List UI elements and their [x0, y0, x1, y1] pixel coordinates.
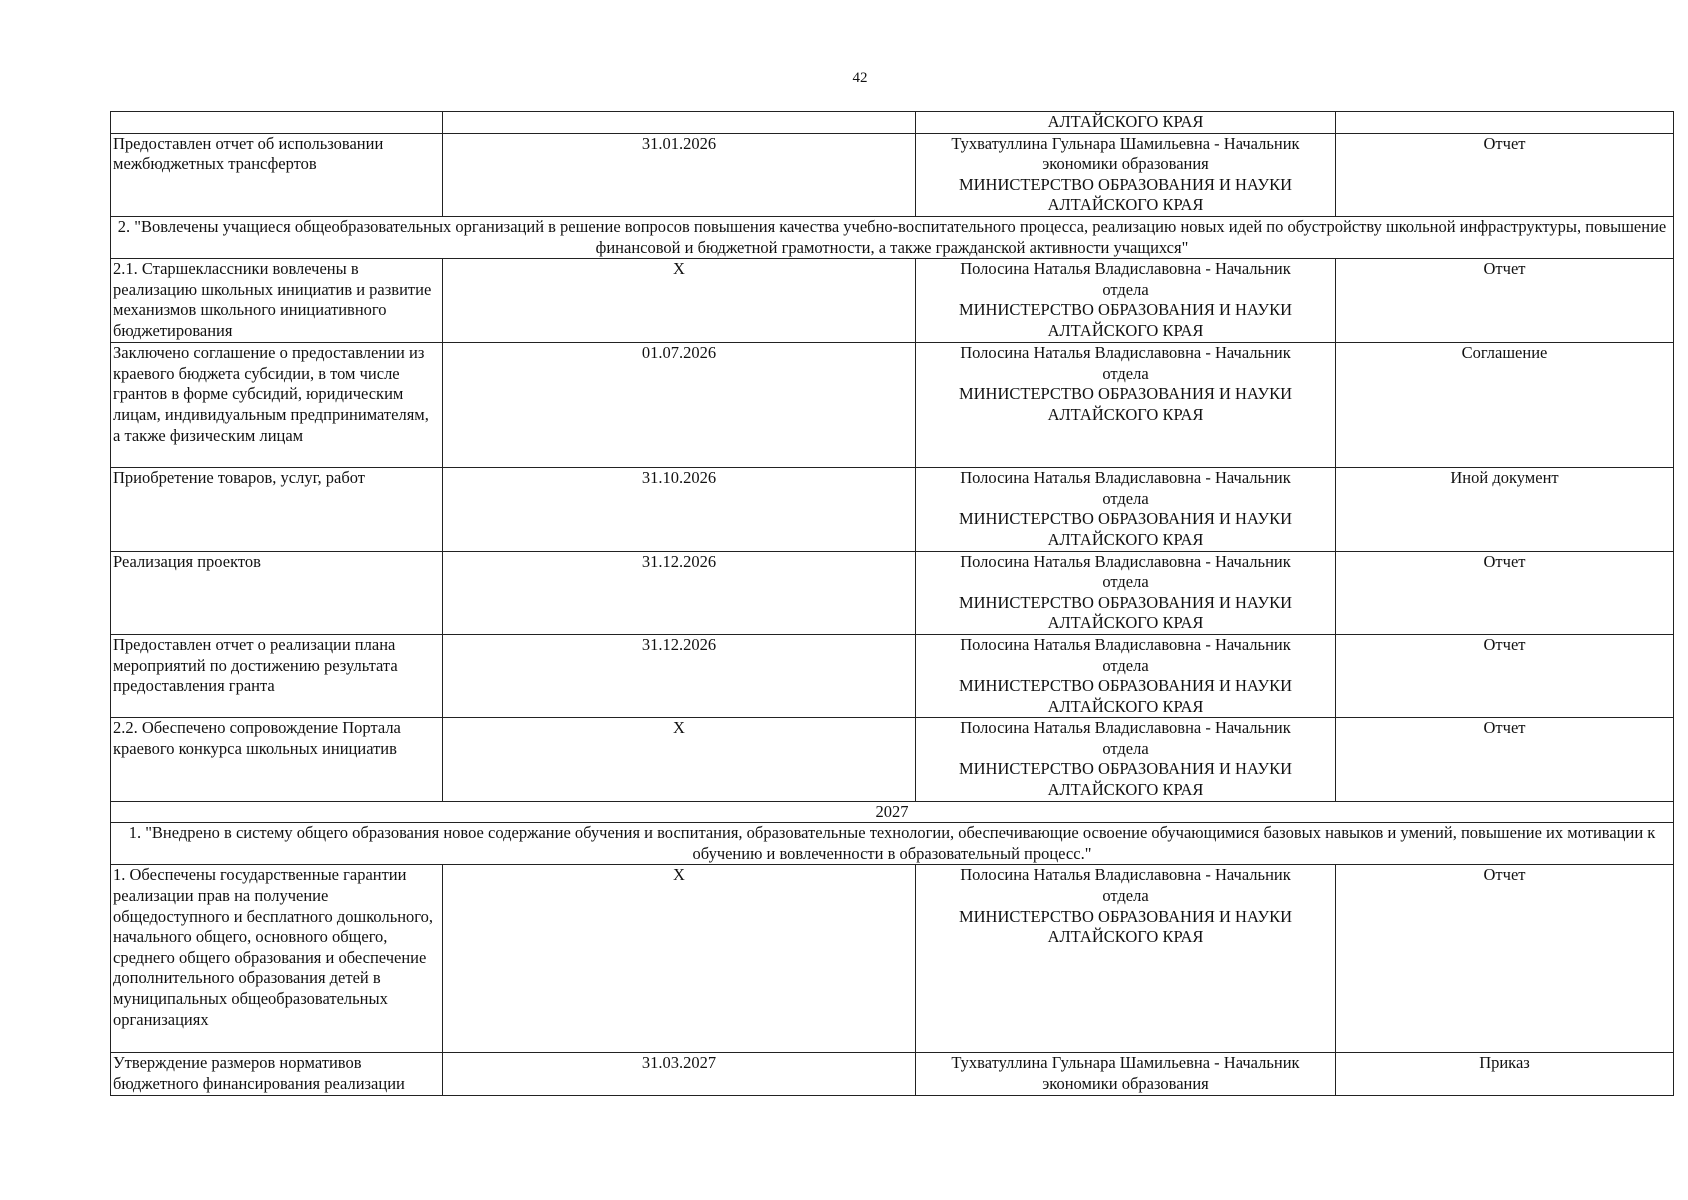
table-row [111, 112, 1674, 134]
document-type-cell: Отчет [1336, 551, 1674, 634]
responsible-position: отдела [1102, 488, 1149, 508]
responsible-cell [916, 259, 1336, 343]
responsible-cell [916, 133, 1336, 216]
result-name-cell: Предоставлен отчет об использовании межбюджетных трансфертов [111, 133, 443, 216]
responsible-ministry: МИНИСТЕРСТВО ОБРАЗОВАНИЯ И НАУКИ [958, 592, 1293, 612]
responsible-person: Тухватуллина Гульнара Шамильевна - Начальник [951, 133, 1300, 153]
deadline-cell: X [443, 259, 916, 343]
responsible-region: АЛТАЙСКОГО КРАЯ [1047, 613, 1204, 633]
responsible-ministry: МИНИСТЕРСТВО ОБРАЗОВАНИЯ И НАУКИ [958, 509, 1293, 529]
responsible-position: отдела [1102, 572, 1149, 592]
responsible-person: Полосина Наталья Владиславовна - Начальник [960, 468, 1291, 488]
responsible-position: отдела [1102, 279, 1149, 299]
deadline-cell: 31.10.2026 [443, 468, 916, 551]
plan-table [110, 111, 1674, 1096]
section-row [111, 216, 1674, 258]
document-type-cell [1336, 112, 1674, 134]
responsible-region: АЛТАЙСКОГО КРАЯ [1047, 404, 1204, 424]
responsible-person: Полосина Наталья Владиславовна - Начальник [960, 634, 1291, 654]
page-number: 42 [852, 70, 868, 86]
responsible-region: АЛТАЙСКОГО КРАЯ [1047, 696, 1204, 716]
responsible-person: Полосина Наталья Владиславовна - Начальник [960, 343, 1291, 363]
table-row [111, 865, 1674, 1053]
deadline-cell: 01.07.2026 [443, 343, 916, 468]
document-type-cell: Отчет [1336, 133, 1674, 216]
deadline-cell: X [443, 865, 916, 1053]
responsible-position: отдела [1102, 655, 1149, 675]
responsible-region: АЛТАЙСКОГО КРАЯ [1047, 195, 1204, 215]
result-name-cell: Утверждение размеров нормативов бюджетного финансирования реализации [111, 1053, 443, 1095]
responsible-position: отдела [1102, 886, 1149, 906]
responsible-ministry: МИНИСТЕРСТВО ОБРАЗОВАНИЯ И НАУКИ [958, 676, 1293, 696]
responsible-region: АЛТАЙСКОГО КРАЯ [1047, 927, 1204, 947]
responsible-position: экономики образования [1042, 154, 1209, 174]
responsible-region: АЛТАЙСКОГО КРАЯ [1047, 529, 1204, 549]
section-heading: 2. "Вовлечены учащиеся общеобразовательных организаций в решение вопросов повышения качества учебно-воспитательного процесса, реализацию новых идей по обустройству школьной инфраструктуры, повышение финансовой и бюджетной грамотности, а также гражданской активности учащихся" [111, 216, 1674, 258]
responsible-position: отдела [1102, 738, 1149, 758]
deadline-cell: 31.01.2026 [443, 133, 916, 216]
responsible-cell [916, 634, 1336, 717]
document-type-cell: Отчет [1336, 259, 1674, 343]
year-row [111, 801, 1674, 823]
table-row [111, 718, 1674, 801]
table-row [111, 1053, 1674, 1095]
deadline-cell: X [443, 718, 916, 801]
responsible-cell [916, 551, 1336, 634]
document-type-cell: Приказ [1336, 1053, 1674, 1095]
document-type-cell: Иной документ [1336, 468, 1674, 551]
result-name-cell: 2.2. Обеспечено сопровождение Портала краевого конкурса школьных инициатив [111, 718, 443, 801]
result-name-cell: 1. Обеспечены государственные гарантии реализации прав на получение общедоступного и бесплатного дошкольного, начального общего, основного общего, среднего общего образования и обеспечение дополнительного образования детей в муниципальных общеобразовательных организациях [111, 865, 443, 1053]
result-name-cell: Приобретение товаров, услуг, работ [111, 468, 443, 551]
table-row [111, 551, 1674, 634]
responsible-cell [916, 468, 1336, 551]
responsible-region: АЛТАЙСКОГО КРАЯ [1047, 780, 1204, 800]
document-type-cell: Отчет [1336, 718, 1674, 801]
table-row [111, 634, 1674, 717]
responsible-cell [916, 718, 1336, 801]
table-row [111, 468, 1674, 551]
responsible-person: Полосина Наталья Владиславовна - Начальник [960, 865, 1291, 885]
responsible-ministry: МИНИСТЕРСТВО ОБРАЗОВАНИЯ И НАУКИ [958, 300, 1293, 320]
result-name-cell: Заключено соглашение о предоставлении из краевого бюджета субсидии, в том числе грантов в форме субсидий, юридическим лицам, индивидуальным предпринимателям, а также физическим лицам [111, 343, 443, 468]
responsible-ministry: МИНИСТЕРСТВО ОБРАЗОВАНИЯ И НАУКИ [958, 174, 1293, 194]
section-heading: 1. "Внедрено в систему общего образования новое содержание обучения и воспитания, образовательные технологии, обеспечивающие освоение обучающимися базовых навыков и умений, повышение их мотивации к обучению и вовлеченности в образовательный процесс." [111, 823, 1674, 865]
result-name-cell: Реализация проектов [111, 551, 443, 634]
responsible-cell [916, 865, 1336, 1053]
result-name-cell: Предоставлен отчет о реализации плана мероприятий по достижению результата предоставления гранта [111, 634, 443, 717]
year-heading: 2027 [111, 801, 1674, 823]
responsible-cell [916, 1053, 1336, 1095]
responsible-ministry: МИНИСТЕРСТВО ОБРАЗОВАНИЯ И НАУКИ [958, 906, 1293, 926]
responsible-person: Тухватуллина Гульнара Шамильевна - Начальник [951, 1053, 1300, 1073]
responsible-ministry: МИНИСТЕРСТВО ОБРАЗОВАНИЯ И НАУКИ [958, 759, 1293, 779]
responsible-region: АЛТАЙСКОГО КРАЯ [1047, 320, 1204, 340]
result-name-cell [111, 112, 443, 134]
table-row [111, 343, 1674, 468]
table-row [111, 259, 1674, 343]
table-row [111, 133, 1674, 216]
document-type-cell: Отчет [1336, 865, 1674, 1053]
responsible-cell [916, 343, 1336, 468]
responsible-position: отдела [1102, 363, 1149, 383]
responsible-person: Полосина Наталья Владиславовна - Начальник [960, 718, 1291, 738]
responsible-cell: АЛТАЙСКОГО КРАЯ [916, 112, 1336, 134]
responsible-person: Полосина Наталья Владиславовна - Начальник [960, 551, 1291, 571]
deadline-cell [443, 112, 916, 134]
deadline-cell: 31.12.2026 [443, 551, 916, 634]
result-name-cell: 2.1. Старшеклассники вовлечены в реализацию школьных инициатив и развитие механизмов школьного инициативного бюджетирования [111, 259, 443, 343]
document-type-cell: Соглашение [1336, 343, 1674, 468]
responsible-person: Полосина Наталья Владиславовна - Начальник [960, 259, 1291, 279]
responsible-position: экономики образования [1042, 1074, 1209, 1094]
deadline-cell: 31.12.2026 [443, 634, 916, 717]
section-row [111, 823, 1674, 865]
document-type-cell: Отчет [1336, 634, 1674, 717]
deadline-cell: 31.03.2027 [443, 1053, 916, 1095]
responsible-ministry: МИНИСТЕРСТВО ОБРАЗОВАНИЯ И НАУКИ [958, 384, 1293, 404]
